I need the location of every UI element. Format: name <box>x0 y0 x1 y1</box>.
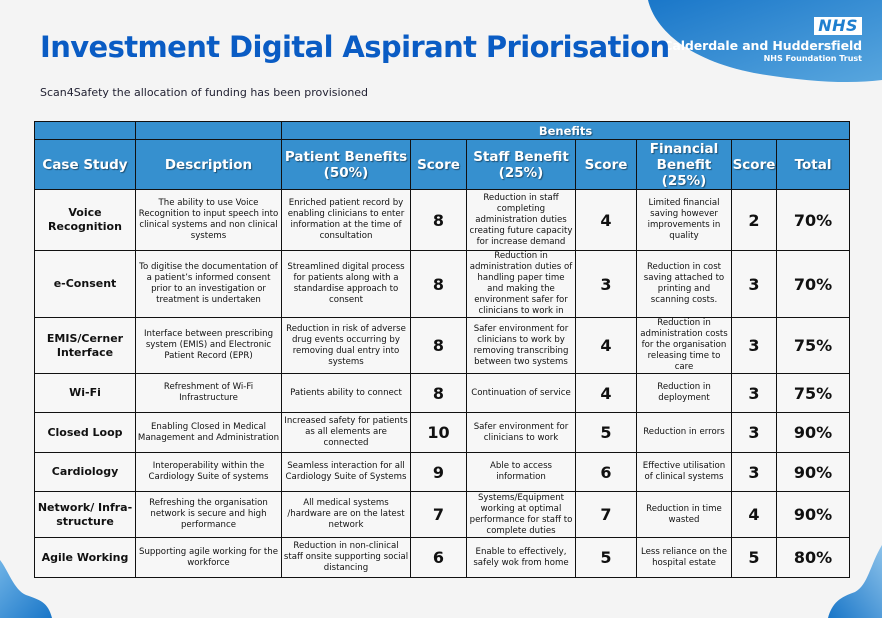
table-row <box>35 251 850 318</box>
staff-benefit-cell: Reduction in staff completing administration duties creating future capacity for increase demand <box>467 190 576 251</box>
case-study-cell: Voice Recognition <box>35 190 136 251</box>
staff-benefit-cell: Enable to effectively, safely wok from home <box>467 538 576 578</box>
financial-benefit-cell: Effective utilisation of clinical systems <box>637 453 732 492</box>
total-cell: 75% <box>777 318 850 374</box>
total-cell: 90% <box>777 492 850 538</box>
patient-score-cell: 8 <box>411 374 467 413</box>
staff-score-cell: 4 <box>576 374 637 413</box>
nhs-logo-mark: NHS <box>814 17 862 35</box>
col-header-patient-score: Score <box>411 140 467 190</box>
trust-name: Calderdale and Huddersfield <box>663 38 862 53</box>
financial-score-cell: 2 <box>732 190 777 251</box>
col-header-financial-score: Score <box>732 140 777 190</box>
table-row <box>35 453 850 492</box>
financial-score-cell: 3 <box>732 413 777 453</box>
patient-benefit-cell: Seamless interaction for all Cardiology Suite of Systems <box>282 453 411 492</box>
total-cell: 70% <box>777 251 850 318</box>
staff-benefit-cell: Safer environment for clinicians to work <box>467 413 576 453</box>
staff-score-cell: 6 <box>576 453 637 492</box>
group-header-row <box>35 122 850 140</box>
column-header-row <box>35 140 850 190</box>
staff-benefit-cell: Systems/Equipment working at optimal performance for staff to complete duties <box>467 492 576 538</box>
staff-score-cell: 5 <box>576 413 637 453</box>
description-cell: Interface between prescribing system (EMIS) and Electronic Patient Record (EPR) <box>136 318 282 374</box>
total-cell: 80% <box>777 538 850 578</box>
staff-score-cell: 5 <box>576 538 637 578</box>
page-subtitle: Scan4Safety the allocation of funding has been provisioned <box>40 86 369 99</box>
col-header-total: Total <box>777 140 850 190</box>
financial-benefit-cell: Limited financial saving however improvements in quality <box>637 190 732 251</box>
patient-score-cell: 9 <box>411 453 467 492</box>
staff-score-cell: 4 <box>576 318 637 374</box>
total-cell: 90% <box>777 413 850 453</box>
table-row <box>35 538 850 578</box>
financial-score-cell: 3 <box>732 251 777 318</box>
patient-benefit-cell: Enriched patient record by enabling clinicians to enter information at the time of consultation <box>282 190 411 251</box>
description-cell: The ability to use Voice Recognition to input speech into clinical systems and non clinical systems <box>136 190 282 251</box>
patient-score-cell: 8 <box>411 190 467 251</box>
case-study-cell: Network/ Infra-structure <box>35 492 136 538</box>
patient-score-cell: 8 <box>411 318 467 374</box>
table-row <box>35 318 850 374</box>
col-header-patient-benefits: Patient Benefits (50%) <box>282 140 411 190</box>
staff-benefit-cell: Continuation of service <box>467 374 576 413</box>
financial-benefit-cell: Reduction in deployment <box>637 374 732 413</box>
total-cell: 75% <box>777 374 850 413</box>
patient-score-cell: 8 <box>411 251 467 318</box>
col-header-staff-benefit: Staff Benefit (25%) <box>467 140 576 190</box>
staff-score-cell: 3 <box>576 251 637 318</box>
blank-header-cell <box>136 122 282 140</box>
col-header-case-study: Case Study <box>35 140 136 190</box>
case-study-cell: Agile Working <box>35 538 136 578</box>
col-header-financial-benefit: Financial Benefit (25%) <box>637 140 732 190</box>
patient-benefit-cell: Streamlined digital process for patients along with a standardise approach to consent <box>282 251 411 318</box>
case-study-cell: e-Consent <box>35 251 136 318</box>
description-cell: To digitise the documentation of a patient’s informed consent prior to an investigation or treatment is undertaken <box>136 251 282 318</box>
description-cell: Refreshment of Wi-Fi Infrastructure <box>136 374 282 413</box>
case-study-cell: Closed Loop <box>35 413 136 453</box>
description-cell: Supporting agile working for the workforce <box>136 538 282 578</box>
blank-header-cell <box>35 122 136 140</box>
staff-score-cell: 4 <box>576 190 637 251</box>
trust-subtitle: NHS Foundation Trust <box>763 54 862 63</box>
page-title: Investment Digital Aspirant Priorisation <box>40 30 670 64</box>
financial-benefit-cell: Reduction in cost saving attached to printing and scanning costs. <box>637 251 732 318</box>
table-row <box>35 413 850 453</box>
patient-score-cell: 10 <box>411 413 467 453</box>
patient-score-cell: 6 <box>411 538 467 578</box>
financial-score-cell: 3 <box>732 374 777 413</box>
staff-benefit-cell: Reduction in administration duties of handling paper time and making the environment safer for clinicians to work in <box>467 251 576 318</box>
financial-score-cell: 3 <box>732 453 777 492</box>
patient-score-cell: 7 <box>411 492 467 538</box>
patient-benefit-cell: Increased safety for patients as all elements are connected <box>282 413 411 453</box>
financial-benefit-cell: Reduction in time wasted <box>637 492 732 538</box>
description-cell: Interoperability within the Cardiology Suite of systems <box>136 453 282 492</box>
staff-benefit-cell: Safer environment for clinicians to work by removing transcribing between two systems <box>467 318 576 374</box>
patient-benefit-cell: Reduction in risk of adverse drug events occurring by removing dual entry into systems <box>282 318 411 374</box>
case-study-cell: Cardiology <box>35 453 136 492</box>
financial-score-cell: 4 <box>732 492 777 538</box>
table-row <box>35 374 850 413</box>
staff-score-cell: 7 <box>576 492 637 538</box>
financial-score-cell: 3 <box>732 318 777 374</box>
case-study-cell: Wi-Fi <box>35 374 136 413</box>
prioritisation-table <box>34 121 850 578</box>
financial-benefit-cell: Reduction in errors <box>637 413 732 453</box>
case-study-cell: EMIS/Cerner Interface <box>35 318 136 374</box>
financial-score-cell: 5 <box>732 538 777 578</box>
table-row <box>35 190 850 251</box>
total-cell: 70% <box>777 190 850 251</box>
financial-benefit-cell: Less reliance on the hospital estate <box>637 538 732 578</box>
table-row <box>35 492 850 538</box>
benefits-group-header: Benefits <box>282 122 850 140</box>
patient-benefit-cell: Reduction in non-clinical staff onsite supporting social distancing <box>282 538 411 578</box>
trust-logo <box>663 16 862 63</box>
description-cell: Refreshing the organisation network is secure and high performance <box>136 492 282 538</box>
financial-benefit-cell: Reduction in administration costs for the organisation releasing time to care <box>637 318 732 374</box>
patient-benefit-cell: Patients ability to connect <box>282 374 411 413</box>
patient-benefit-cell: All medical systems /hardware are on the latest network <box>282 492 411 538</box>
total-cell: 90% <box>777 453 850 492</box>
description-cell: Enabling Closed in Medical Management and Administration <box>136 413 282 453</box>
col-header-staff-score: Score <box>576 140 637 190</box>
staff-benefit-cell: Able to access information <box>467 453 576 492</box>
col-header-description: Description <box>136 140 282 190</box>
